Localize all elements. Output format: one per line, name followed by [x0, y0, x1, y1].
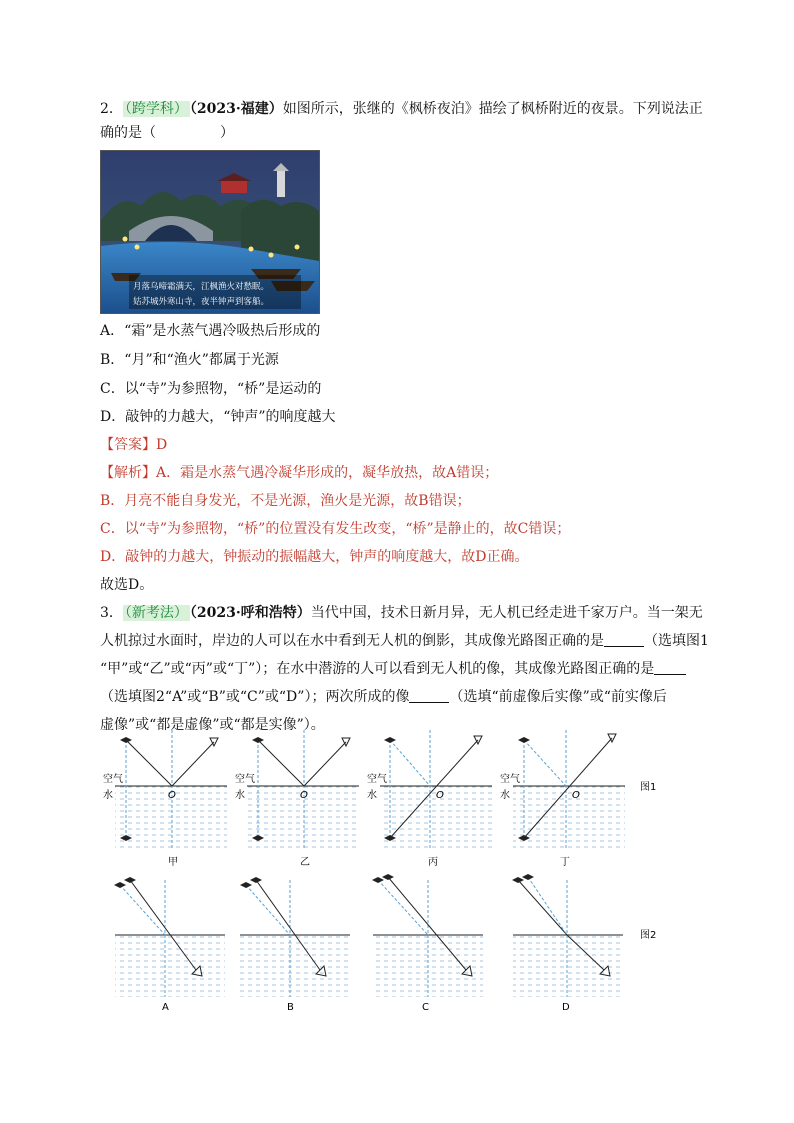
answer-value: D: [156, 437, 168, 453]
poem-line-2: 姑苏城外寒山寺，夜半钟声到客船。: [133, 297, 270, 307]
q3-line2: [100, 632, 709, 650]
q2-option-b: B．“月”和“渔火”都属于光源: [100, 352, 279, 368]
q2-stem-line2-pre: 确的是（: [100, 125, 156, 141]
figure1-panel-ding: [500, 730, 625, 868]
q3-line5: 虚像”或“都是虚像”或“都是实像”）。: [100, 717, 325, 733]
q2-stem-text: 如图所示，张继的《枫桥夜泊》描绘了枫桥附近的夜景。下列说法正: [282, 101, 703, 117]
q3-line3: [100, 660, 700, 678]
q3-source: （2023·呼和浩特）: [189, 605, 311, 621]
water-label: 水: [367, 790, 377, 801]
q3-tag: （新考法）: [124, 605, 188, 621]
figure1-panel-bing: [367, 730, 492, 868]
drone-icon: [250, 877, 262, 883]
drone-icon: [382, 874, 394, 880]
q2-source: （2023·福建）: [189, 101, 283, 117]
q2-stem-line2: [100, 124, 700, 142]
q2-answer: [100, 436, 700, 454]
figure1-label: 图1: [640, 782, 657, 793]
figure2-panel-d: [512, 874, 623, 1013]
q3-text-2b: （选填图1: [644, 633, 709, 649]
analysis-line-b: B．月亮不能自身发光，不是光源，渔火是光源，故B错误；: [100, 493, 471, 509]
q3-number: 3．: [100, 605, 123, 621]
figure2-panel-b: [240, 877, 350, 1013]
panel-label-c: C: [422, 1002, 429, 1013]
q2-number: 2．: [100, 101, 123, 117]
water-label: 水: [103, 790, 113, 801]
blank-3[interactable]: [409, 688, 449, 703]
q3-text-4b: （选填“前虚像后实像”或“前实像后: [449, 689, 667, 705]
q3-line4: [100, 688, 700, 706]
water-label: 水: [500, 790, 510, 801]
drone-icon: [384, 737, 396, 743]
air-label: 空气: [500, 774, 520, 785]
drone-icon: [240, 882, 252, 888]
panel-label-yi: 乙: [300, 857, 310, 868]
q3-text-3a: “甲”或“乙”或“丙”或“丁”）；在水中潜游的人可以看到无人机的像，其成像光路图正确的是: [100, 661, 655, 677]
q3-line1: [100, 604, 703, 622]
water-label: 水: [235, 790, 245, 801]
air-label: 空气: [367, 774, 387, 785]
q3-text-1: 当代中国，技术日新月异，无人机已经走进千家万户。当一架无: [310, 605, 703, 621]
analysis-label: 【解析】: [100, 465, 156, 481]
maple-bridge-night-picture: [100, 150, 320, 314]
q2-option-d: D．敲钟的力越大，“钟声”的响度越大: [100, 409, 336, 425]
q3-text-4a: （选填图2“A”或“B”或“C”或“D”）；两次所成的像: [100, 689, 410, 705]
maple-bridge-scene: [101, 151, 319, 313]
panel-label-d: D: [562, 1002, 570, 1013]
point-o: O: [572, 790, 580, 801]
panel-label-bing: 丙: [428, 857, 438, 868]
q2-conclusion: 故选D。: [100, 577, 154, 593]
q2-option-a: A．“霜”是水蒸气遇冷吸热后形成的: [100, 323, 321, 339]
point-o: O: [436, 790, 444, 801]
analysis-line-d: D．敲钟的力越大，钟振动的振幅越大，钟声的响度越大，故D正确。: [100, 549, 529, 565]
figure2-label: 图2: [640, 930, 657, 941]
answer-label: 【答案】: [100, 437, 156, 453]
figure2-panel-c: [372, 874, 483, 1013]
q2-stem-line2-post: ）: [220, 125, 234, 141]
figure2-panel-a: [114, 877, 225, 1013]
q2-stem-line1: [100, 100, 703, 118]
drone-icon: [372, 877, 384, 883]
blank-1[interactable]: [604, 632, 644, 647]
drone-icon: [124, 877, 136, 883]
figure1-panel-yi: [235, 730, 359, 868]
panel-label-b: B: [287, 1002, 294, 1013]
panel-label-jia: 甲: [168, 857, 178, 868]
point-o: O: [300, 790, 308, 801]
drone-icon: [120, 737, 132, 743]
panel-label-a: A: [162, 1002, 169, 1013]
panel-label-ding: 丁: [560, 857, 570, 868]
figure1-panel-jia: [103, 730, 227, 868]
drone-icon: [512, 877, 524, 883]
q2-tag: （跨学科）: [124, 101, 188, 117]
drone-icon: [252, 737, 264, 743]
air-label: 空气: [235, 774, 255, 785]
drone-icon: [518, 737, 530, 743]
optics-figures: [0, 730, 794, 1030]
poem-line-1: 月落乌啼霜满天，江枫渔火对愁眠。: [133, 282, 270, 292]
point-o: O: [168, 790, 176, 801]
q3-text-2a: 人机掠过水面时，岸边的人可以在水中看到无人机的倒影，其成像光路图正确的是: [100, 633, 604, 649]
q2-option-c: C．以“寺”为参照物，“桥”是运动的: [100, 381, 322, 397]
analysis-line-a: A．霜是水蒸气遇冷凝华形成的，凝华放热，故A错误；: [156, 465, 499, 481]
air-label: 空气: [103, 774, 123, 785]
drone-icon: [522, 874, 534, 880]
drone-icon: [114, 882, 126, 888]
blank-2[interactable]: [654, 660, 686, 675]
q2-analysis-a: [100, 464, 700, 482]
analysis-line-c: C．以“寺”为参照物，“桥”的位置没有发生改变，“桥”是静止的，故C错误；: [100, 521, 571, 537]
